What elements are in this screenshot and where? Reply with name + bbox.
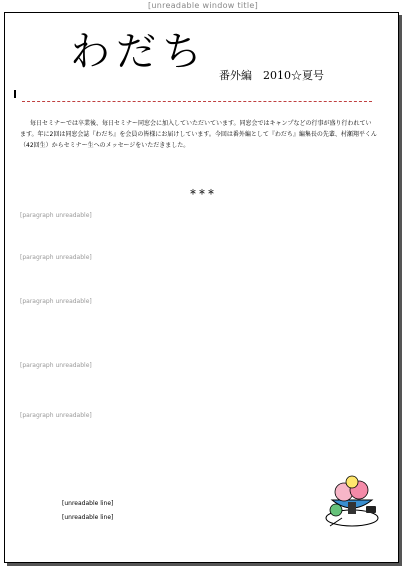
newsletter-title: わだち (70, 29, 208, 75)
text-cursor (14, 90, 16, 98)
message-paragraph-1: [paragraph unreadable] (20, 212, 92, 219)
promo-line-2: [unreadable line] (62, 514, 114, 521)
promo-line-1: [unreadable line] (62, 500, 114, 507)
window-title: [unreadable window title] (147, 1, 259, 10)
message-paragraph-5: [paragraph unreadable] (20, 412, 92, 419)
dessert-illustration (322, 468, 382, 530)
section-separator: ＊＊＊ (189, 188, 217, 196)
message-paragraph-4: [paragraph unreadable] (20, 362, 92, 369)
header-divider (22, 101, 372, 102)
intro-paragraph: 毎日セミナーでは卒業後、毎日セミナー同窓会に加入していただいています。同窓会ではキャンプなどの行事が盛り行われています。年に2回は同窓会誌『わだち』を会員の皆様にお届けしています。今回は番外編として『わだち』編集長の先輩、村瀬翔平くん（42回生）からセミナー生へのメッセージをいただきました。 (20, 120, 377, 149)
message-paragraph-2: [paragraph unreadable] (20, 254, 92, 261)
message-paragraph-3: [paragraph unreadable] (20, 298, 92, 305)
newsletter-subtitle: 番外編 2010☆夏号 (219, 69, 324, 82)
